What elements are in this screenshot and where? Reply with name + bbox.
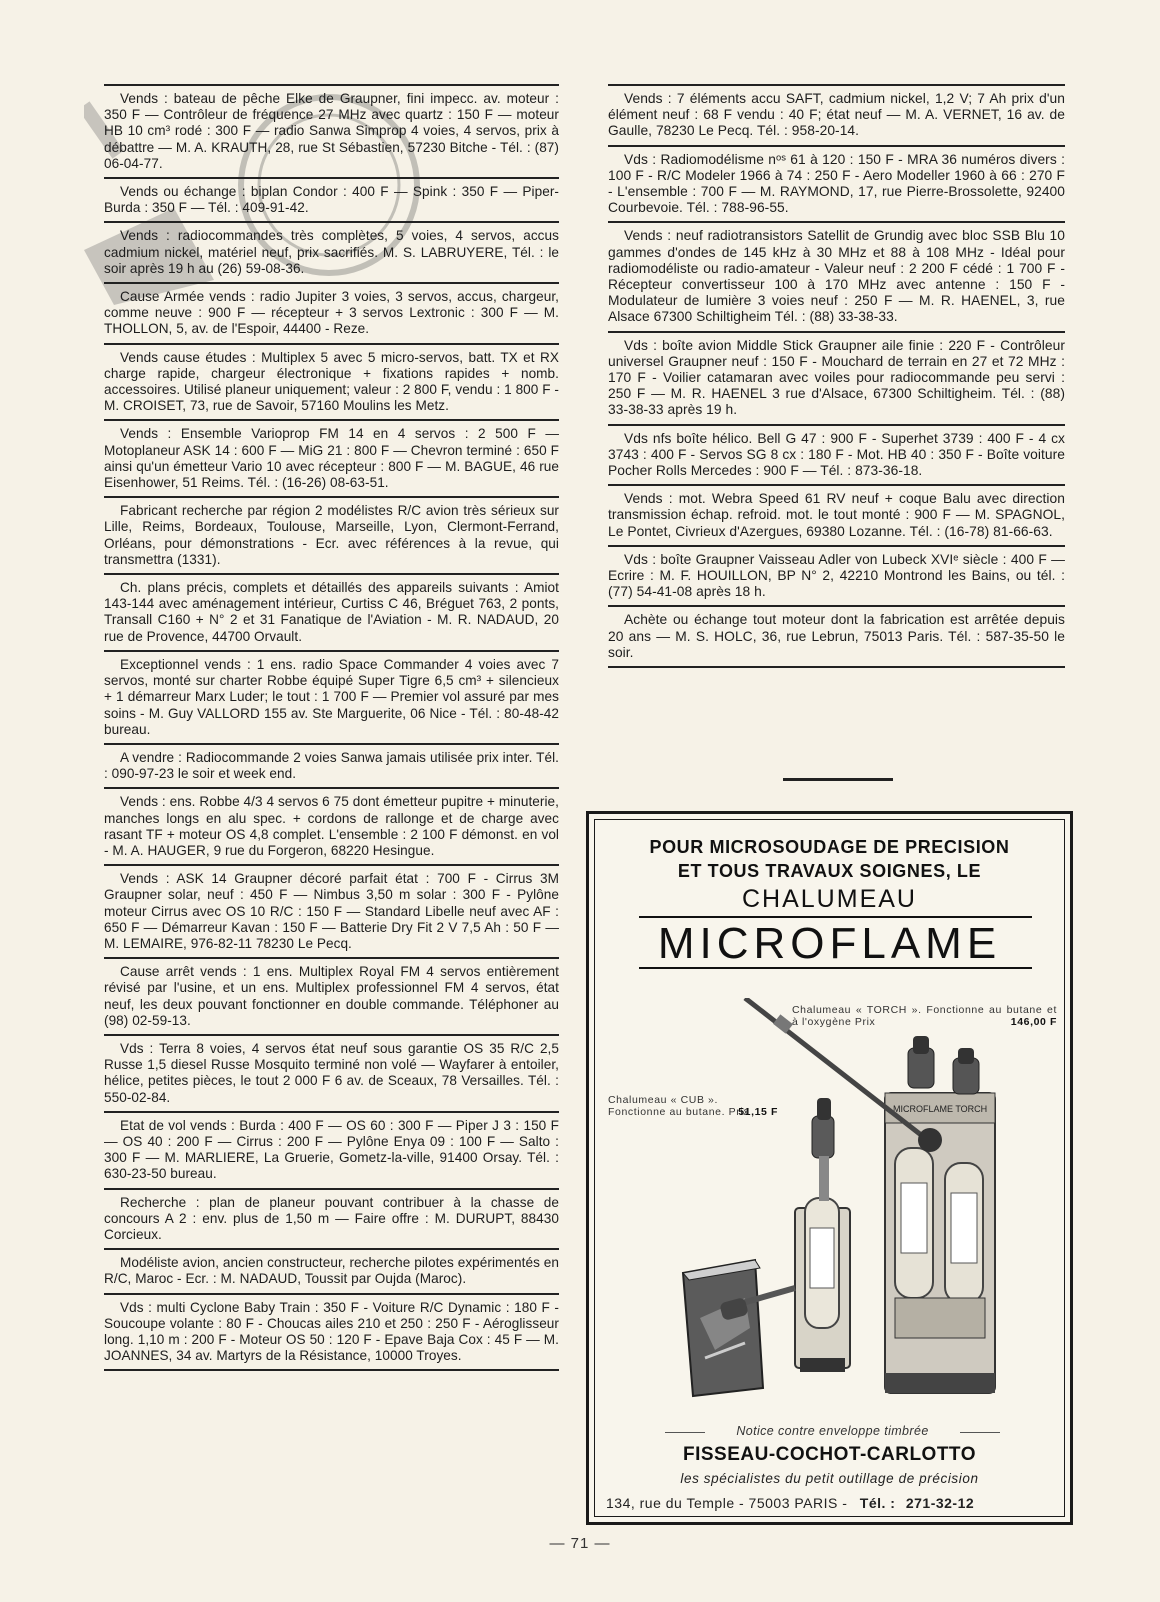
classified-ad bbox=[608, 545, 1065, 606]
classified-ad bbox=[104, 743, 559, 787]
classified-ad-text: Vds : multi Cyclone Baby Train : 350 F - Voiture R/C Dynamic : 180 F - Soucoupe volante : 80 F - Choucas ailes 210 et 250 : 250 F - Aéroglisseur long. 1,10 m : 200 F - Moteur OS 50 : 120 F - Epave Baja Cox : 45 F — M. JOANNES, 34 av. Martyrs de la Résistance, 10000 Troyes. bbox=[104, 1299, 559, 1364]
classified-ad-text: Ch. plans précis, complets et détaillés des appareils suivants : Amiot 143-144 avec aménagement intérieur, Curtiss C 46, Bréguet 763, 2 ponts, Transall C160 + N° 2 et 31 Fanatique de l'Aviation - M. R. NADAUD, 20 rue de Provence, 44700 Orvault. bbox=[104, 580, 559, 644]
classified-ad bbox=[104, 1248, 559, 1292]
classified-ad-text: Vends ou échange : biplan Condor : 400 F — Spink : 350 F — Piper-Burda : 350 F — Tél. : 409-91-42. bbox=[104, 184, 559, 216]
advert-phone: 271-32-12 bbox=[905, 1495, 975, 1511]
advert-headline-3: CHALUMEAU bbox=[742, 885, 917, 913]
page-number: — 71 — bbox=[549, 1535, 611, 1552]
classified-ad bbox=[608, 331, 1065, 424]
notice-line bbox=[665, 1424, 1000, 1440]
advertisement-inner-frame bbox=[594, 819, 1065, 1517]
classified-ad-text: Vds : Radiomodélisme nᵒˢ 61 à 120 : 150 F - MRA 36 numéros divers : 100 F - R/C Modeler 1966 à 74 : 250 F - Aero Modeller 1960 à 66 : 270 F - L'ensemble : 700 F — M. RAYMOND, 17, rue Pierre-Brossolette, 92400 Courbevoie. Tél. : 788-96-55. bbox=[608, 151, 1065, 216]
classified-ad bbox=[104, 1111, 559, 1188]
advert-address: 134, rue du Temple - 75003 PARIS - bbox=[606, 1495, 848, 1511]
advert-headline-2: ET TOUS TRAVAUX SOIGNES, LE bbox=[677, 861, 982, 881]
classified-ad-text: Vds : boîte avion Middle Stick Graupner aile finie : 220 F - Contrôleur universel Graupner neuf : 150 F - Mouchard de terrain en 27 et 72 MHz : 170 F - Voilier catamaran avec voiles pour radiocommande peu servi : 250 F — M. R. HAENEL 3 rue d'Alsace, 67300 Schiltigheim. Tél. : (88) 33-38-33 après 19 h. bbox=[608, 337, 1065, 418]
classified-ad-text: Vends : bateau de pêche Elke de Graupner, fini impecc. av. moteur : 350 F — Contrôleur de fréquence 27 MHz avec quartz : 150 F — moteur HB 10 cm³ rodé : 300 F — radio Sanwa Simprop 4 voies, 4 servos, prix à débattre — M. A. KRAUTH, 28, rue St Sébastien, 57230 Bitche - Tél. : (87) 06-04-77. bbox=[104, 91, 559, 171]
classified-ad bbox=[104, 177, 559, 221]
cub-price: 51,15 F bbox=[738, 1106, 778, 1118]
classified-ad bbox=[104, 957, 559, 1034]
advert-headline-1: POUR MICROSOUDAGE DE PRECISION bbox=[649, 837, 1010, 857]
classified-ad bbox=[104, 573, 559, 650]
classified-ad bbox=[104, 282, 559, 343]
classified-ad bbox=[608, 484, 1065, 545]
right-classifieds-column bbox=[608, 84, 1065, 668]
classified-ad-text: Cause arrêt vends : 1 ens. Multiplex Royal FM 4 servos entièrement révisé par l'usine, et un ens. Multiplex professionnel FM 4 servos, état neuf, les deux pouvant fonctionner en double commande. Téléphoner au (98) 02-59-13. bbox=[104, 964, 559, 1028]
classified-ad bbox=[608, 221, 1065, 330]
classified-ad-text: Vds : Terra 8 voies, 4 servos état neuf sous garantie OS 35 R/C 2,5 Russe 1,5 diesel Russe Mosquito terminé non volé — Wayfarer à entoiler, hélice, petites pièces, le tout 2 000 F 6 av. de Sceaux, 78 Versailles. Tél. : 550-02-84. bbox=[104, 1040, 559, 1105]
torch-set-illustration bbox=[745, 998, 995, 1393]
classified-ad bbox=[608, 424, 1065, 485]
svg-text:MICROFLAME TORCH: MICROFLAME TORCH bbox=[893, 1104, 988, 1114]
brand-rule-bottom bbox=[639, 967, 1032, 969]
notice-dash-left bbox=[665, 1432, 705, 1433]
classified-ad bbox=[104, 1188, 559, 1249]
classified-ad-text: Recherche : plan de planeur pouvant contribuer à la chasse de concours A 2 : env. plus de 1,50 m — Faire offre : M. DURUPT, 88430 Corcieux. bbox=[104, 1194, 559, 1242]
classified-ad-text: Vends : Ensemble Varioprop FM 14 en 4 servos : 2 500 F — Motoplaneur ASK 14 : 600 F — MiG 21 : 800 F — Chevron terminé : 650 F ainsi qu'un émetteur Vario 10 avec récepteur : 800 F — M. BAGUE, 46 rue Eisenhower, 51 Reims. Tél. : (16-26) 08-63-51. bbox=[104, 426, 559, 491]
advert-tagline: les spécialistes du petit outillage de précision bbox=[680, 1471, 979, 1486]
section-divider bbox=[783, 778, 893, 781]
classified-ad-text: Cause Armée vends : radio Jupiter 3 voies, 3 servos, accus, chargeur, comme neuve : 900 F — récepteur + 3 servos Lextronic : 300 F — M. THOLLON, 5, av. de l'Espoir, 44400 - Reze. bbox=[104, 289, 559, 337]
classified-ad bbox=[104, 221, 559, 282]
notice-dash-right bbox=[960, 1432, 1000, 1433]
classified-ad bbox=[608, 145, 1065, 222]
classified-ad-text: A vendre : Radiocommande 2 voies Sanwa jamais utilisée prix inter. Tél. : 090-97-23 le soir et week end. bbox=[104, 749, 559, 782]
classified-ad-text: Etat de vol vends : Burda : 400 F — OS 60 : 300 F — Piper J 3 : 150 F — OS 40 : 200 F — Cirrus : 200 F — Pylône Enya 09 : 100 F — Salto : 300 F — M. MARLIERE, La Gruerie, Gometz-la-ville, 91400 Orsay. Tél. : 630-23-50 bureau. bbox=[104, 1117, 559, 1182]
classified-ad bbox=[104, 496, 559, 573]
microflame-advertisement bbox=[586, 811, 1073, 1525]
left-classifieds-column bbox=[104, 84, 559, 1371]
cub-caption bbox=[608, 1094, 778, 1118]
advert-phone-label: Tél. : bbox=[859, 1495, 896, 1511]
classified-ad-text: Vds : boîte Graupner Vaisseau Adler von Lubeck XVIᵉ siècle : 400 F — Ecrire : M. F. HOUILLON, BP N° 2, 42210 Montrond les Bains, ou tél. : (77) 54-41-08 après 18 h. bbox=[608, 551, 1065, 600]
classified-ad-text: Vends : neuf radiotransistors Satellit de Grundig avec bloc SSB Blu 10 gammes d'ondes de 145 kHz à 30 MHz et 88 à 108 MHz - Idéal pour radiomodéliste ou radio-amateur - Valeur neuf : 2 200 F cédé : 1 700 F - Récepteur convertisseur 100 à 170 MHz avec antenne : 150 F - Modulateur de lumière 3 voies neuf : 250 F — M. R. HAENEL, 3, rue Alsace 67300 Schiltigheim Tél. : (88) 33-38-33. bbox=[608, 228, 1065, 325]
classified-ad-text: Vends cause études : Multiplex 5 avec 5 micro-servos, batt. TX et RX charge rapide, chargeur électronique + fixations rapides + nomb. accessoires. Utilisé planeur uniquement; valeur : 2 800 F, vendu : 1 800 F - M. CROISET, 73, rue de Savoir, 57160 Moulins les Metz. bbox=[104, 349, 559, 414]
brand-rule-top bbox=[639, 916, 1032, 918]
classified-ad-text: Vends : mot. Webra Speed 61 RV neuf + coque Balu avec direction transmission échap. refroid. mot. le tout monté : 900 F — M. SPAGNOL, Le Pontet, Civrieux d'Azergues, 69380 Lozanne. Tél. : (16-78) 81-66-63. bbox=[608, 491, 1065, 539]
classified-ad bbox=[104, 864, 559, 957]
torch-caption-text: Chalumeau « TORCH ». Fonctionne au butane et à l'oxygène Prix bbox=[792, 1004, 1057, 1028]
classified-ad bbox=[608, 84, 1065, 145]
classified-ad bbox=[104, 650, 559, 743]
advert-address-row bbox=[606, 1495, 1061, 1511]
classified-ad-text: Exceptionnel vends : 1 ens. radio Space Commander 4 voies avec 7 servos, monté sur charter Robbe équipé Super Tigre 6,5 cm³ + silencieux + 1 démarreur Marx Luder; le tout : 1 700 F — Premier vol assuré par mes soins - M. Guy VALLORD 155 av. Ste Marguerite, 06 Nice - Tél. : 80-48-42 bureau. bbox=[104, 656, 559, 737]
classified-ad bbox=[104, 343, 559, 420]
classified-ad bbox=[104, 419, 559, 496]
advert-brand-name: MICROFLAME bbox=[657, 919, 1002, 968]
matchbox-illustration bbox=[683, 1260, 763, 1396]
classified-ad-text: Vds nfs boîte hélico. Bell G 47 : 900 F - Superhet 3739 : 400 F - 4 cx 3743 : 400 F - Servos SG 8 cx : 180 F - Mot. HB 40 : 350 F - Boîte voiture Pocher Rolls Mercedes : 900 F — Tél. : 873-36-18. bbox=[608, 430, 1065, 479]
classified-ad bbox=[608, 605, 1065, 668]
classified-ad-text: Vends : ens. Robbe 4/3 4 servos 6 75 dont émetteur pupitre + minuterie, manches longs en alu spec. + cordons de rallonge et de charge avec rasant TF + moteur OS 4,8 complet. L'ensemble : 2 100 F démonst. en vol - M. A. HAUGER, 9 rue du Forgeron, 68220 Hesingue. bbox=[104, 794, 559, 858]
classified-ad-text: Fabricant recherche par région 2 modélistes R/C avion très sérieux sur Lille, Reims, Bordeaux, Toulouse, Marseille, Lyon, Clermont-Ferrand, Orléans, pour démonstrations - Ecr. avec références à la revue, qui transmettra (1331). bbox=[104, 503, 559, 567]
classified-ad bbox=[104, 787, 559, 864]
classified-ad-text: Vends : radiocommandes très complètes, 5 voies, 4 servos, accus cadmium nickel, matériel neuf, prix sacrifiés. M. S. LABRUYERE, Tél. : le soir après 19 h au (26) 59-08-36. bbox=[104, 228, 559, 276]
notice-text: Notice contre enveloppe timbrée bbox=[736, 1424, 929, 1438]
classified-ad bbox=[104, 1293, 559, 1372]
classified-ad bbox=[104, 84, 559, 177]
product-photo bbox=[595, 998, 1070, 1418]
classified-ad bbox=[104, 1034, 559, 1111]
advert-company: FISSEAU-COCHOT-CARLOTTO bbox=[683, 1444, 976, 1465]
cub-caption-text: Chalumeau « CUB ». Fonctionne au butane. Prix bbox=[608, 1094, 750, 1118]
classified-ad-text: Vends : ASK 14 Graupner décoré parfait état : 700 F - Cirrus 3M Graupner solar, neuf : 450 F — Nimbus 3,50 m solar : 300 F - Pylône moteur Cirrus avec OS 10 R/C : 150 F — Standard Libelle neuf avec AF : 650 F — Démarreur Kavan : 150 F — Batterie Dry Fit 2 V 7,5 Ah : 50 F — M. LEMAIRE, 976-82-11 78230 Le Pecq. bbox=[104, 871, 559, 951]
torch-caption bbox=[792, 1004, 1057, 1028]
classified-ad-text: Modéliste avion, ancien constructeur, recherche pilotes expérimentés en R/C, Maroc - Ecr. : M. NADAUD, Toussit par Oujda (Maroc). bbox=[104, 1255, 559, 1287]
classified-ad-text: Vends : 7 éléments accu SAFT, cadmium nickel, 1,2 V; 7 Ah prix d'un élément neuf : 68 F vendu : 40 F; état neuf — M. A. VERNET, 16 av. de Gaulle, 78230 Le Pecq. Tél. : 958-20-14. bbox=[608, 91, 1065, 139]
classified-ad-text: Achète ou échange tout moteur dont la fabrication est arrêtée depuis 20 ans — M. S. HOLC, 36, rue Lebrun, 75013 Paris. Tél. : 587-35-50 le soir. bbox=[608, 612, 1065, 660]
torch-price: 146,00 F bbox=[1010, 1016, 1057, 1028]
